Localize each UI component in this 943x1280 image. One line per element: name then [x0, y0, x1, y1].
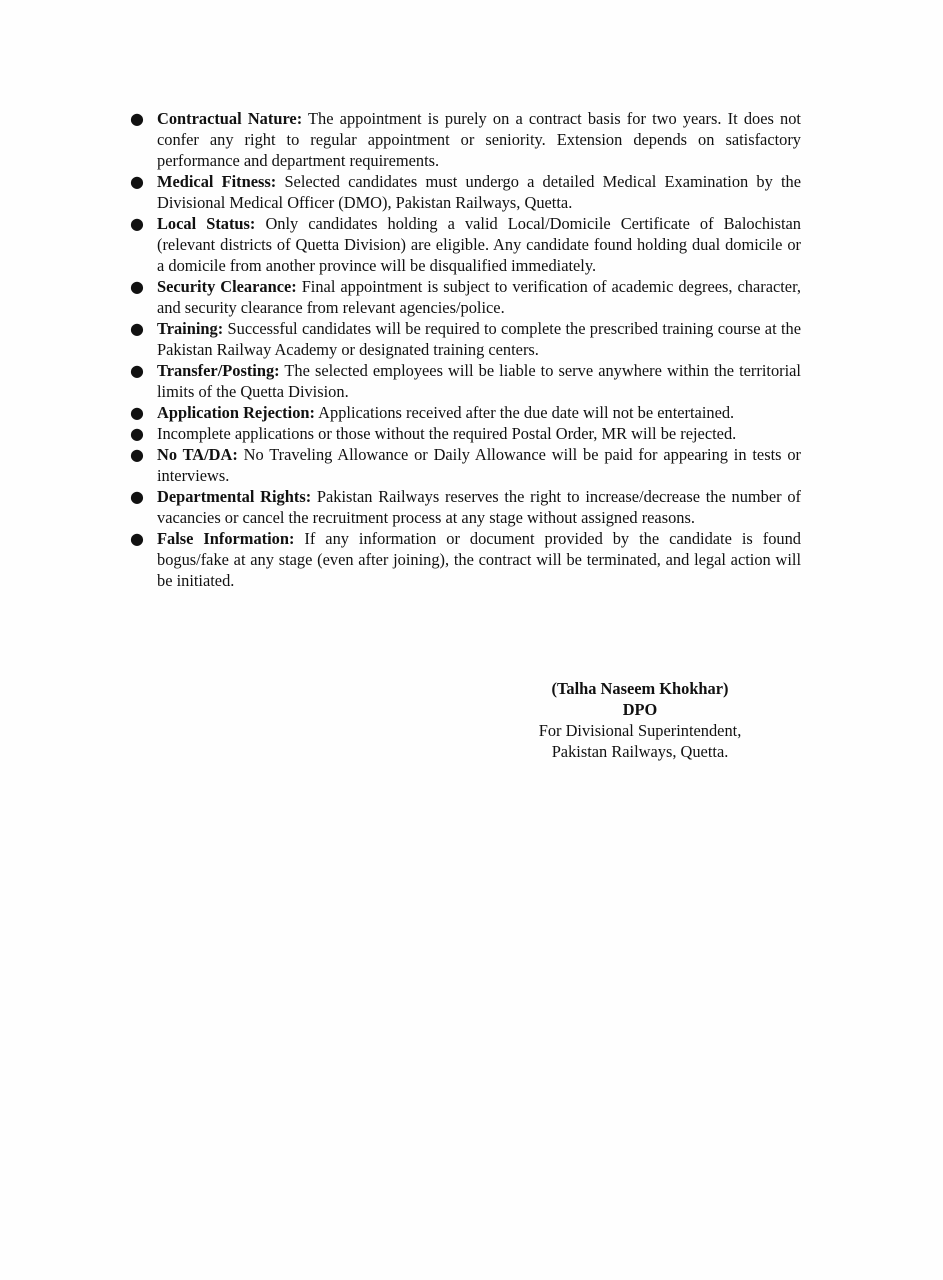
- bullet-icon: ●: [130, 172, 144, 191]
- bullet-icon: ●: [130, 361, 144, 380]
- term-text: The selected employees will be liable to serve anywhere within the territorial limits of the Quetta Division.: [157, 361, 801, 401]
- term-local-status: [130, 213, 801, 276]
- term-label: Application Rejection:: [157, 403, 315, 422]
- bullet-icon: ●: [130, 277, 144, 296]
- term-medical-fitness: [130, 171, 801, 213]
- signatory-organization-line: Pakistan Railways, Quetta.: [551, 742, 729, 761]
- term-training: [130, 318, 801, 360]
- term-text: Pakistan Railways reserves the right to increase/decrease the number of vacancies or cancel the recruitment process at any stage without assigned reasons.: [157, 487, 801, 527]
- term-text: Only candidates holding a valid Local/Domicile Certificate of Balochistan (relevant districts of Quetta Division) are eligible. Any candidate found holding dual domicile or a domicile from another province will be disqualified immediately.: [157, 214, 801, 275]
- term-label: Contractual Nature:: [157, 109, 303, 128]
- term-label: False Information:: [157, 529, 295, 548]
- term-label: Medical Fitness:: [157, 172, 277, 191]
- signatory-office-line: For Divisional Superintendent,: [538, 721, 742, 740]
- bullet-icon: ●: [130, 529, 144, 548]
- term-contractual-nature: [130, 108, 801, 171]
- term-text: The appointment is purely on a contract basis for two years. It does not confer any right to regular appointment or seniority. Extension depends on satisfactory performance and department requirements.: [157, 109, 801, 170]
- term-application-rejection: [130, 402, 801, 423]
- term-no-ta-da: [130, 444, 801, 486]
- bullet-icon: ●: [130, 214, 144, 233]
- term-label: Security Clearance:: [157, 277, 297, 296]
- term-text: Successful candidates will be required to complete the prescribed training course at the Pakistan Railway Academy or designated training centers.: [157, 319, 801, 359]
- bullet-icon: ●: [130, 403, 144, 422]
- bullet-icon: ●: [130, 109, 144, 128]
- signatory-name: (Talha Naseem Khokhar): [551, 679, 729, 698]
- term-text: If any information or document provided by the candidate is found bogus/fake at any stage (even after joining), the contract will be terminated, and legal action will be initiated.: [157, 529, 801, 590]
- terms-list: [130, 108, 801, 591]
- term-departmental-rights: [130, 486, 801, 528]
- term-label: Transfer/Posting:: [157, 361, 280, 380]
- term-label: Local Status:: [157, 214, 256, 233]
- bullet-icon: ●: [130, 319, 144, 338]
- term-text: Applications received after the due date will not be entertained.: [318, 403, 735, 422]
- signatory-designation: DPO: [622, 700, 658, 719]
- bullet-icon: ●: [130, 445, 144, 464]
- term-transfer-posting: [130, 360, 801, 402]
- term-text: Final appointment is subject to verification of academic degrees, character, and security clearance from relevant agencies/police.: [157, 277, 801, 317]
- term-text: Selected candidates must undergo a detailed Medical Examination by the Divisional Medical Officer (DMO), Pakistan Railways, Quetta.: [157, 172, 801, 212]
- term-label: Departmental Rights:: [157, 487, 312, 506]
- term-text: Incomplete applications or those without the required Postal Order, MR will be rejected.: [157, 424, 737, 443]
- term-label: No TA/DA:: [157, 445, 238, 464]
- term-security-clearance: [130, 276, 801, 318]
- term-incomplete-applications: [130, 423, 801, 444]
- bullet-icon: ●: [130, 487, 144, 506]
- bullet-icon: ●: [130, 424, 144, 443]
- term-text: No Traveling Allowance or Daily Allowance will be paid for appearing in tests or interviews.: [157, 445, 801, 485]
- term-false-information: [130, 528, 801, 591]
- term-label: Training:: [157, 319, 224, 338]
- signature-block: [520, 678, 760, 762]
